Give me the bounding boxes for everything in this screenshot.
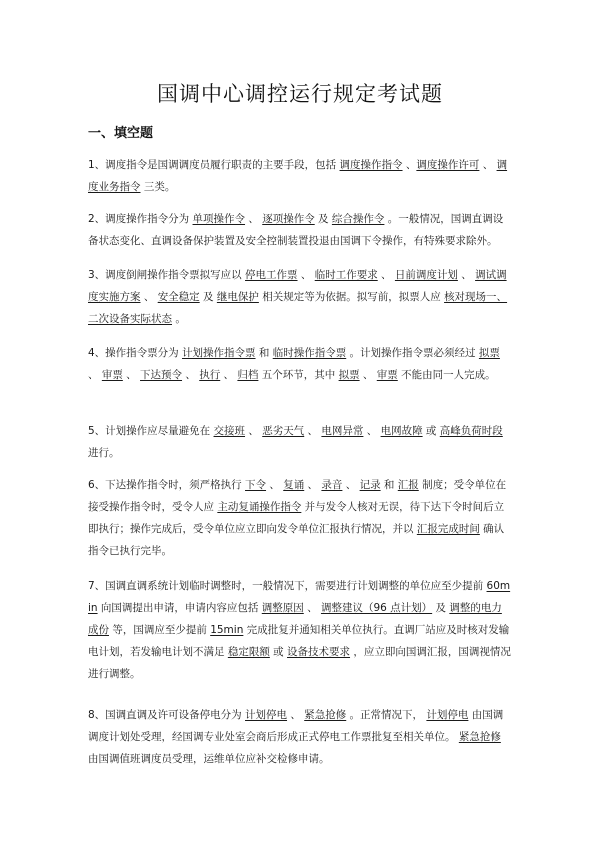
answer-blank: 录音	[321, 479, 343, 491]
answer-blank: 拟票	[338, 369, 360, 381]
question-text: 。一般情况，国调直调设备状态变化、直调设备保护装置及安全控制装置投退由国调下令操作，有特殊要求除外。	[88, 213, 504, 247]
question-text: 2、调度操作指令分为	[88, 213, 193, 225]
question-text: 。计划操作指令票必须经过	[346, 347, 479, 359]
question-text: 6、下达操作指令时，须严格执行	[88, 479, 246, 491]
question-text: 等，国调应至少提前	[109, 624, 211, 636]
answer-blank: 调度操作指令	[339, 159, 403, 171]
answer-blank: 记录	[359, 479, 381, 491]
answer-blank: 汇报完成时间	[416, 523, 480, 535]
question-text: 、	[88, 369, 102, 381]
question-text: 、	[304, 425, 322, 437]
answer-blank: 安全稳定	[157, 291, 200, 303]
question-text: 4、操作指令票分为	[88, 347, 183, 359]
answer-blank: 调度业务指令	[88, 159, 508, 193]
answer-blank: 下令	[245, 479, 267, 491]
question-text: 3、调度倒闸操作指令票拟写应以	[88, 269, 246, 281]
question-text: 由国调值班调度员受理，运维单位应补交检修申请。	[88, 753, 330, 765]
question-text: 1、调度指令是国调调度员履行职责的主要手段，包括	[88, 159, 340, 171]
answer-blank: 电网故障	[380, 425, 423, 437]
answer-blank: 单项操作令	[192, 213, 246, 225]
document-title: 国调中心调控运行规定考试题	[157, 82, 443, 106]
question-text: 三类。	[140, 181, 176, 193]
answer-blank: 紧急抢修	[458, 731, 501, 743]
question-text: 完成批复并通知相关单位执行。直调厂站应及时核对发输电计划，若发输电计划不满足	[88, 624, 510, 658]
question-text: 并与发令人核对无误，待下达下令时间后立即执行；操作完成后，受令单位应立即向发令单位汇报执行情况，并以	[88, 501, 505, 535]
question-text: 及	[432, 602, 450, 614]
question-text: 和	[255, 347, 273, 359]
question-text: 、	[297, 269, 315, 281]
question-text: 不能由同一人完成。	[397, 369, 496, 381]
question-1	[88, 154, 512, 198]
answer-blank: 高峰负荷时段	[439, 425, 503, 437]
answer-blank: 复诵	[283, 479, 305, 491]
question-3	[88, 264, 512, 330]
question-text: 5、计划操作应尽量避免在	[88, 425, 214, 437]
question-text: 、	[479, 159, 497, 171]
question-8	[88, 704, 512, 770]
answer-blank: 继电保护	[216, 291, 259, 303]
question-text: 及	[199, 291, 217, 303]
answer-blank: 审票	[101, 369, 123, 381]
answer-blank: 电网异常	[321, 425, 364, 437]
question-text: 或	[422, 425, 440, 437]
answer-blank: 计划操作指令票	[182, 347, 256, 359]
question-6	[88, 474, 512, 562]
question-text: 、	[363, 425, 381, 437]
answer-blank: 交接班	[213, 425, 246, 437]
question-text: 、	[140, 291, 158, 303]
question-text: 、	[287, 709, 305, 721]
question-text: 相关规定等为依据。拟写前，拟票人应	[258, 291, 445, 303]
question-text: 8、国调直调及许可设备停电分为	[88, 709, 246, 721]
question-text: 制度；受令单位在接受操作指令时，受令人应	[88, 479, 507, 513]
answer-blank: 汇报	[397, 479, 419, 491]
answer-blank: 归档	[237, 369, 259, 381]
question-text: ，应立即向国调汇报，国调视情况进行调整。	[88, 646, 511, 680]
question-7	[88, 575, 512, 685]
answer-blank: 调整原因	[261, 602, 304, 614]
answer-blank: 计划停电	[245, 709, 288, 721]
question-text: 。	[172, 313, 186, 325]
answer-blank: 主动复诵操作指令	[217, 501, 302, 513]
question-text: 、	[220, 369, 238, 381]
answer-blank: 调整建议（96 点计划）	[320, 602, 433, 614]
question-text: 及	[314, 213, 332, 225]
answer-blank: 综合操作令	[331, 213, 385, 225]
question-text: 、	[245, 425, 263, 437]
answer-blank: 调试调度实施方案	[88, 269, 507, 303]
question-text: 向国调提出申请，申请内容应包括	[97, 602, 262, 614]
question-text: 进行。	[88, 447, 120, 459]
answer-blank: 恶劣天气	[262, 425, 305, 437]
question-text: 或	[269, 646, 288, 658]
question-2	[88, 208, 512, 252]
answer-blank: 审票	[376, 369, 398, 381]
question-text: 由国调调度计划处受理，经国调专业处室会商后形成正式停电工作票批复至相关单位。	[88, 709, 504, 743]
question-text: 五个环节，其中	[258, 369, 339, 381]
question-text: 确认指令已执行完毕。	[88, 523, 505, 557]
question-4	[88, 342, 512, 386]
answer-blank: 设备技术要求	[287, 646, 351, 658]
question-text: 、	[266, 479, 284, 491]
question-text: 、	[359, 369, 377, 381]
answer-blank: 稳定限额	[227, 646, 270, 658]
question-text: 7、国调直调系统计划临时调整时，一般情况下，需要进行计划调整的单位应至少提前	[88, 580, 487, 592]
answer-blank: 停电工作票	[245, 269, 298, 281]
question-text: 和	[380, 479, 398, 491]
answer-blank: 逐项操作令	[262, 213, 315, 225]
question-text: 、	[304, 479, 322, 491]
answer-blank: 临时操作指令票	[272, 347, 347, 359]
question-text: 、	[182, 369, 200, 381]
answer-blank: 调度操作许可	[416, 159, 480, 171]
answer-blank: 核对现场一、二次设备实际状态	[88, 291, 508, 325]
question-5	[88, 420, 512, 464]
answer-blank: 调整的电力成份	[88, 602, 502, 636]
question-text: 、	[402, 159, 417, 171]
answer-blank: 临时工作要求	[314, 269, 378, 281]
answer-blank: 紧急抢修	[304, 709, 347, 721]
section-heading: 一、填空题	[88, 126, 154, 141]
answer-blank: 日前调度计划	[394, 269, 458, 281]
question-text: 、	[457, 269, 476, 281]
answer-blank: 执行	[199, 369, 221, 381]
question-text: 、	[122, 369, 141, 381]
answer-blank: 60min	[88, 580, 511, 614]
answer-blank: 下达预令	[140, 369, 183, 381]
answer-blank: 计划停电	[426, 709, 469, 721]
question-text: 、	[245, 213, 263, 225]
answer-blank: 拟票	[478, 347, 500, 359]
question-text: 、	[342, 479, 360, 491]
question-text: 、	[303, 602, 321, 614]
question-text: 、	[377, 269, 395, 281]
answer-blank: 15min	[210, 624, 244, 636]
question-text: 。正常情况下，	[346, 709, 427, 721]
